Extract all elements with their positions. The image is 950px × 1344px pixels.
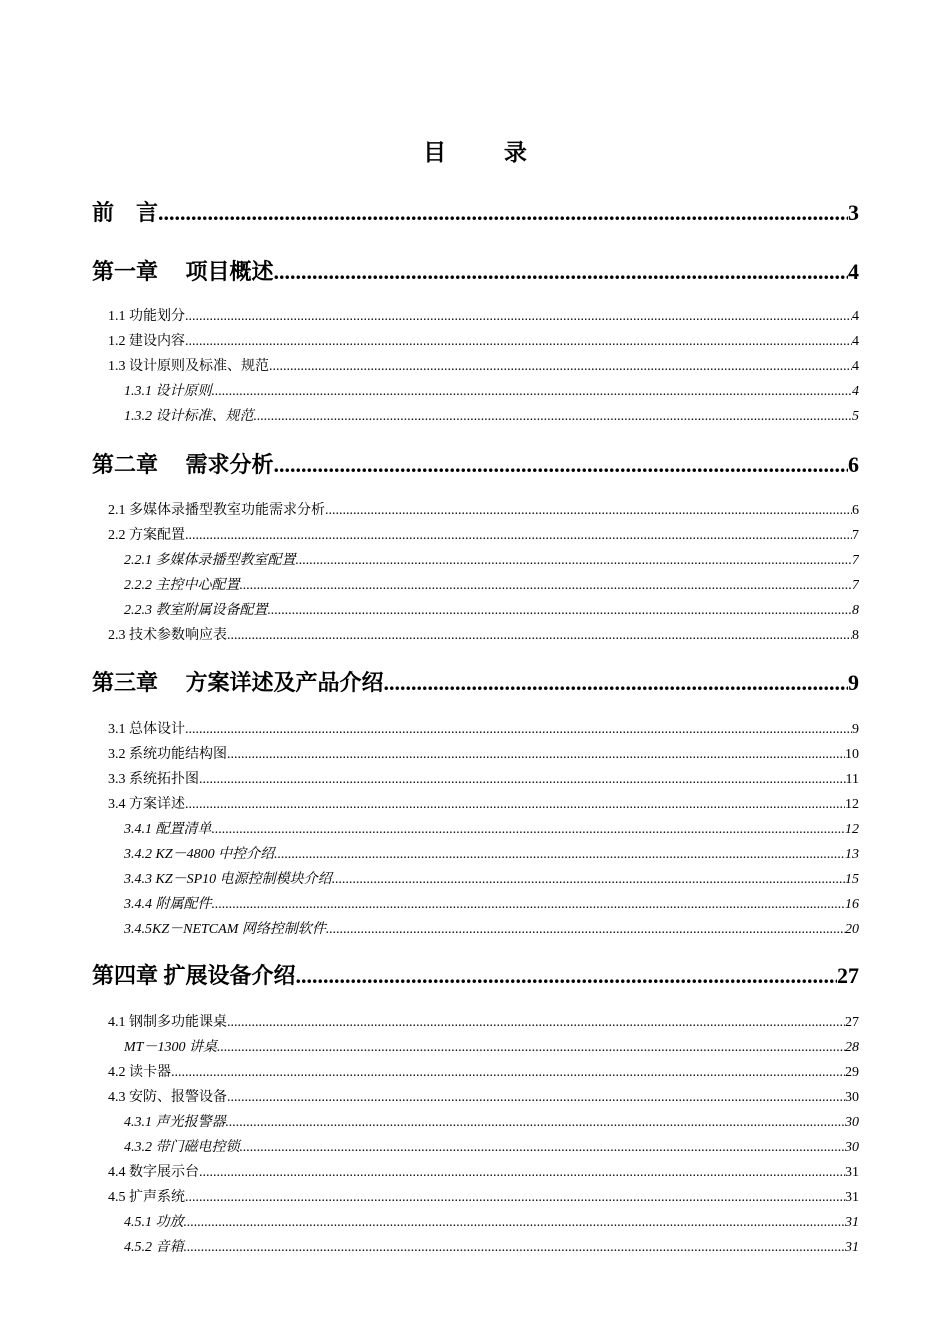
toc-entry-label: 2.3 技术参数响应表 — [108, 628, 227, 643]
toc-entry-subsection[interactable] — [124, 1111, 859, 1131]
toc-entry-label: 4.3.2 带门磁电控锁 — [124, 1140, 240, 1155]
toc-entry-subsection[interactable] — [124, 1036, 859, 1056]
toc-entry-page: 4 — [852, 334, 859, 349]
dot-leader — [171, 1065, 845, 1081]
toc-entry-section[interactable] — [108, 718, 859, 738]
toc-entry-label: 1.3.1 设计原则 — [124, 384, 212, 399]
toc-entry-page: 8 — [852, 628, 859, 643]
toc-entry-page: 8 — [852, 603, 859, 618]
toc-entry-section[interactable] — [108, 1011, 859, 1031]
toc-entry-label: 1.3.2 设计标准、规范 — [124, 409, 254, 424]
dot-leader — [332, 872, 845, 888]
dot-leader — [296, 963, 837, 989]
toc-entry-page: 11 — [845, 772, 859, 787]
toc-entry-page: 30 — [845, 1140, 859, 1155]
toc-entry-preface[interactable] — [92, 196, 859, 227]
toc-entry-section[interactable] — [108, 355, 859, 375]
dot-leader — [185, 309, 852, 325]
toc-entry-subsection[interactable] — [124, 1236, 859, 1256]
toc-entry-page: 31 — [845, 1165, 859, 1180]
toc-entry-label: 1.2 建设内容 — [108, 334, 185, 349]
toc-entry-subsection[interactable] — [124, 549, 859, 569]
toc-entry-subsection[interactable] — [124, 818, 859, 838]
toc-entry-page: 4 — [848, 259, 859, 284]
toc-entry-subsection[interactable] — [124, 868, 859, 888]
toc-entry-subsection[interactable] — [124, 405, 859, 425]
toc-entry-page: 4 — [852, 309, 859, 324]
toc-entry-chapter-4[interactable] — [92, 959, 859, 990]
toc-entry-subsection[interactable] — [124, 1136, 859, 1156]
dot-leader — [240, 1140, 846, 1156]
toc-title-char-2: 录 — [503, 140, 527, 165]
toc-entry-label: 3.4 方案详述 — [108, 797, 185, 812]
toc-entry-section[interactable] — [108, 793, 859, 813]
dot-leader — [325, 503, 852, 519]
toc-entry-label: 第四章 扩展设备介绍 — [92, 963, 296, 988]
toc-entry-label: 2.2.2 主控中心配置 — [124, 578, 240, 593]
dot-leader — [212, 897, 846, 913]
toc-entry-page: 27 — [845, 1015, 859, 1030]
dot-leader — [227, 1090, 845, 1106]
toc-entry-label: 4.5.2 音箱 — [124, 1240, 184, 1255]
toc-entry-label: 1.1 功能划分 — [108, 309, 185, 324]
toc-entry-subsection[interactable] — [124, 1211, 859, 1231]
toc-entry-label: 第二章 需求分析 — [92, 452, 274, 477]
toc-entry-label: 3.4.3 KZ－SP10 电源控制模块介绍 — [124, 872, 332, 887]
toc-entry-label: 2.2.1 多媒体录播型教室配置 — [124, 553, 296, 568]
toc-entry-section[interactable] — [108, 1086, 859, 1106]
toc-entry-page: 13 — [845, 847, 859, 862]
dot-leader — [269, 359, 852, 375]
toc-entry-label: 4.4 数字展示台 — [108, 1165, 199, 1180]
toc-entry-page: 6 — [848, 452, 859, 477]
dot-leader — [185, 1190, 845, 1206]
toc-entry-page: 5 — [852, 409, 859, 424]
toc-entry-label: MT－1300 讲桌 — [124, 1040, 217, 1055]
toc-entry-label: 4.2 读卡器 — [108, 1065, 171, 1080]
dot-leader — [185, 528, 852, 544]
dot-leader — [199, 1165, 845, 1181]
toc-entry-section[interactable] — [108, 1061, 859, 1081]
toc-entry-page: 12 — [845, 822, 859, 837]
toc-entry-subsection[interactable] — [124, 380, 859, 400]
toc-entry-section[interactable] — [108, 330, 859, 350]
toc-entry-page: 30 — [845, 1090, 859, 1105]
toc-entry-label: 3.2 系统功能结构图 — [108, 747, 227, 762]
dot-leader — [268, 603, 853, 619]
toc-entry-page: 3 — [848, 200, 859, 225]
toc-entry-subsection[interactable] — [124, 574, 859, 594]
toc-entry-label: 第三章 方案详述及产品介绍 — [92, 670, 384, 695]
dot-leader — [158, 200, 848, 226]
toc-entry-section[interactable] — [108, 524, 859, 544]
toc-entry-label: 4.5 扩声系统 — [108, 1190, 185, 1205]
toc-entry-page: 10 — [845, 747, 859, 762]
dot-leader — [384, 670, 848, 696]
toc-entry-section[interactable] — [108, 305, 859, 325]
toc-entry-page: 31 — [845, 1240, 859, 1255]
dot-leader — [185, 334, 852, 350]
dot-leader — [227, 1015, 845, 1031]
toc-entry-section[interactable] — [108, 768, 859, 788]
toc-entry-page: 12 — [845, 797, 859, 812]
toc-entry-page: 4 — [852, 384, 859, 399]
dot-leader — [240, 578, 853, 594]
dot-leader — [185, 722, 852, 738]
dot-leader — [184, 1215, 846, 1231]
dot-leader — [226, 1115, 846, 1131]
toc-entry-section[interactable] — [108, 743, 859, 763]
toc-entry-section[interactable] — [108, 624, 859, 644]
dot-leader — [199, 772, 846, 788]
dot-leader — [326, 922, 845, 938]
toc-entry-label: 3.4.4 附属配件 — [124, 897, 212, 912]
toc-entry-label: 2.2.3 教室附属设备配置 — [124, 603, 268, 618]
toc-entry-subsection[interactable] — [124, 893, 859, 913]
toc-entry-page: 6 — [852, 503, 859, 518]
toc-entry-page: 4 — [852, 359, 859, 374]
toc-entry-section[interactable] — [108, 499, 859, 519]
toc-title — [0, 134, 950, 167]
dot-leader — [254, 409, 853, 425]
toc-entry-label: 前 言 — [92, 200, 159, 225]
toc-entry-chapter-3[interactable] — [92, 666, 859, 697]
toc-entry-subsection[interactable] — [124, 918, 859, 938]
toc-entry-page: 16 — [845, 897, 859, 912]
toc-entry-label: 4.1 钢制多功能课桌 — [108, 1015, 227, 1030]
toc-entry-section[interactable] — [108, 1186, 859, 1206]
dot-leader — [184, 1240, 846, 1256]
toc-entry-page: 7 — [852, 528, 859, 543]
dot-leader — [227, 747, 845, 763]
toc-entry-label: 4.3.1 声光报警器 — [124, 1115, 226, 1130]
dot-leader — [185, 797, 845, 813]
toc-entry-label: 3.1 总体设计 — [108, 722, 185, 737]
toc-entry-chapter-2[interactable] — [92, 448, 859, 479]
dot-leader — [212, 384, 853, 400]
toc-entry-label: 4.5.1 功放 — [124, 1215, 184, 1230]
toc-entry-page: 15 — [845, 872, 859, 887]
toc-entry-label: 2.1 多媒体录播型教室功能需求分析 — [108, 503, 325, 518]
dot-leader — [274, 847, 845, 863]
toc-entry-page: 27 — [837, 963, 859, 988]
toc-entry-label: 第一章 项目概述 — [92, 259, 274, 284]
toc-entry-label: 3.4.5KZ－NETCAM 网络控制软件 — [124, 922, 326, 937]
toc-entry-label: 2.2 方案配置 — [108, 528, 185, 543]
toc-entry-page: 9 — [848, 670, 859, 695]
toc-entry-section[interactable] — [108, 1161, 859, 1181]
toc-entry-chapter-1[interactable] — [92, 255, 859, 286]
dot-leader — [274, 259, 848, 285]
toc-entry-page: 7 — [852, 578, 859, 593]
dot-leader — [274, 452, 848, 478]
dot-leader — [212, 822, 846, 838]
dot-leader — [227, 628, 852, 644]
toc-entry-page: 7 — [852, 553, 859, 568]
toc-entry-page: 31 — [845, 1190, 859, 1205]
toc-entry-subsection[interactable] — [124, 599, 859, 619]
dot-leader — [296, 553, 853, 569]
toc-entry-label: 1.3 设计原则及标准、规范 — [108, 359, 269, 374]
toc-entry-label: 3.4.2 KZ－4800 中控介绍 — [124, 847, 275, 862]
toc-entry-page: 20 — [845, 922, 859, 937]
toc-entry-label: 3.4.1 配置清单 — [124, 822, 212, 837]
toc-entry-subsection[interactable] — [124, 843, 859, 863]
toc-entry-label: 3.3 系统拓扑图 — [108, 772, 199, 787]
toc-title-char-1: 目 — [423, 140, 447, 165]
toc-entry-page: 31 — [845, 1215, 859, 1230]
toc-entry-page: 28 — [845, 1040, 859, 1055]
toc-entry-page: 29 — [845, 1065, 859, 1080]
toc-entry-page: 30 — [845, 1115, 859, 1130]
toc-entry-page: 9 — [852, 722, 859, 737]
dot-leader — [217, 1040, 845, 1056]
toc-entry-label: 4.3 安防、报警设备 — [108, 1090, 227, 1105]
